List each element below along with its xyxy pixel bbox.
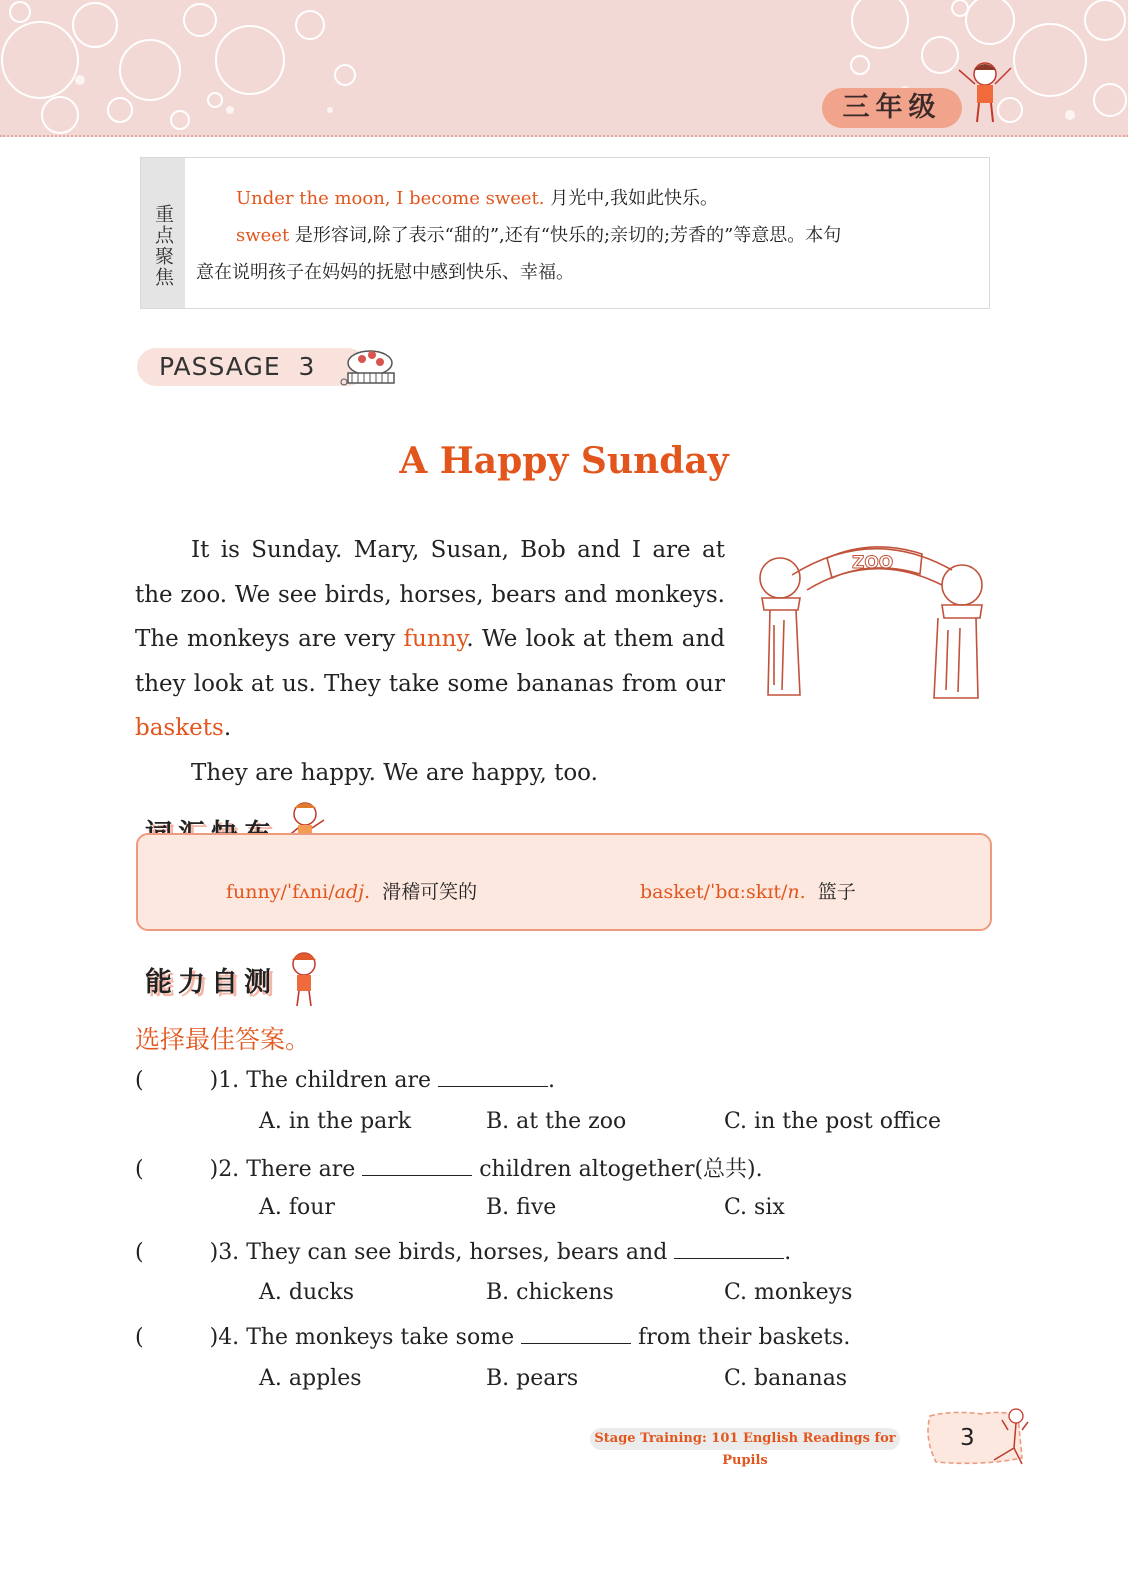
focus-sentence-en: Under the moon, I become sweet. [236,188,545,209]
question-3-option-b: B. chickens [486,1280,614,1305]
question-2-option-b: B. five [486,1195,557,1220]
story-text-2: . We look at them and they look at us. They take some bananas from our [135,626,725,697]
question-text: There are [246,1157,356,1182]
passage-label-text: PASSAGE [159,352,281,381]
vocab-phonetic: /ˈfʌni/ [280,881,335,903]
question-text-end: children altogether(总共). [479,1157,763,1182]
story-text-3: . [223,715,232,741]
answer-blank[interactable] [362,1155,472,1176]
question-text-end: . [784,1240,792,1265]
passage-number: 3 [298,352,316,381]
zoo-sign-text: ZOO [852,553,894,573]
test-heading-text: 能力自测 [145,967,277,998]
question-number: 1. [218,1068,240,1093]
question-2-option-c: C. six [724,1195,785,1220]
passage-title: A Happy Sunday [399,440,729,482]
question-3: ( )3. They can see birds, horses, bears and . [135,1240,792,1265]
vocab-box [136,833,992,931]
vocab-phonetic: /ˈbɑːskɪt/ [703,881,788,903]
vocab-word: basket [640,881,704,903]
question-text: The monkeys take some [246,1325,515,1350]
page-number-badge [922,1408,1030,1470]
story-text-1: It is Sunday. Mary, Susan, Bob and I are at the zoo. We see birds, horses, bears and monkeys. The monkeys are very [135,537,725,652]
vocab-item-basket [640,877,856,904]
question-2: ( )2. There are children altogether(总共). [135,1157,763,1182]
girl-illustration-icon [955,58,1015,128]
key-focus-tag: 重点聚焦 [141,158,185,308]
story-paragraph-2: They are happy. We are happy, too. [191,759,598,786]
vocab-word-funny: funny [403,626,467,652]
passage-body [135,528,725,795]
page-number: 3 [960,1425,975,1451]
vocab-pos: adj. [334,881,371,903]
question-3-option-a: A. ducks [259,1280,355,1305]
question-text-end: . [548,1068,556,1093]
grade-label: 三年级 [822,88,962,128]
zoo-gate-illustration [752,530,992,705]
question-number: 4. [218,1325,240,1350]
vocab-pos: n. [787,881,806,903]
key-focus-box [140,157,990,309]
vocab-meaning: 篮子 [817,881,856,903]
cake-icon [336,345,398,387]
question-text: The children are [246,1068,432,1093]
vocab-word-baskets: baskets [135,715,224,741]
question-1-option-c: C. in the post office [724,1109,941,1134]
question-4-option-a: A. apples [259,1366,362,1391]
question-1: ( )1. The children are . [135,1068,556,1093]
focus-word: sweet [236,225,290,246]
answer-blank[interactable] [521,1323,631,1344]
series-title: Stage Training: 101 English Readings for Pupils [590,1428,900,1450]
question-2-option-a: A. four [259,1195,335,1220]
test-instruction: 选择最佳答案。 [135,1025,311,1054]
question-3-option-c: C. monkeys [724,1280,853,1305]
answer-blank[interactable] [438,1066,548,1087]
focus-explanation-line2: 意在说明孩子在妈妈的抚慰中感到快乐、幸福。 [196,262,574,283]
focus-explanation-line1: 是形容词,除了表示“甜的”,还有“快乐的;亲切的;芳香的”等意思。本句 [294,225,842,246]
focus-sentence-cn: 月光中,我如此快乐。 [550,188,718,209]
vocab-word: funny [226,881,281,903]
question-4: ( )4. The monkeys take some from their baskets. [135,1325,851,1350]
kid-illustration-icon [282,948,328,1010]
answer-blank[interactable] [674,1238,784,1259]
question-4-option-b: B. pears [486,1366,579,1391]
vocab-item-funny [226,877,477,904]
question-1-option-a: A. in the park [259,1109,412,1134]
question-number: 2. [218,1157,240,1182]
test-heading [145,960,277,999]
question-1-option-b: B. at the zoo [486,1109,627,1134]
question-4-option-c: C. bananas [724,1366,848,1391]
question-text-end: from their baskets. [638,1325,851,1350]
vocab-meaning: 滑稽可笑的 [382,881,478,903]
passage-label [137,348,367,386]
question-number: 3. [218,1240,240,1265]
question-text: They can see birds, horses, bears and [246,1240,668,1265]
key-focus-text [196,180,978,291]
